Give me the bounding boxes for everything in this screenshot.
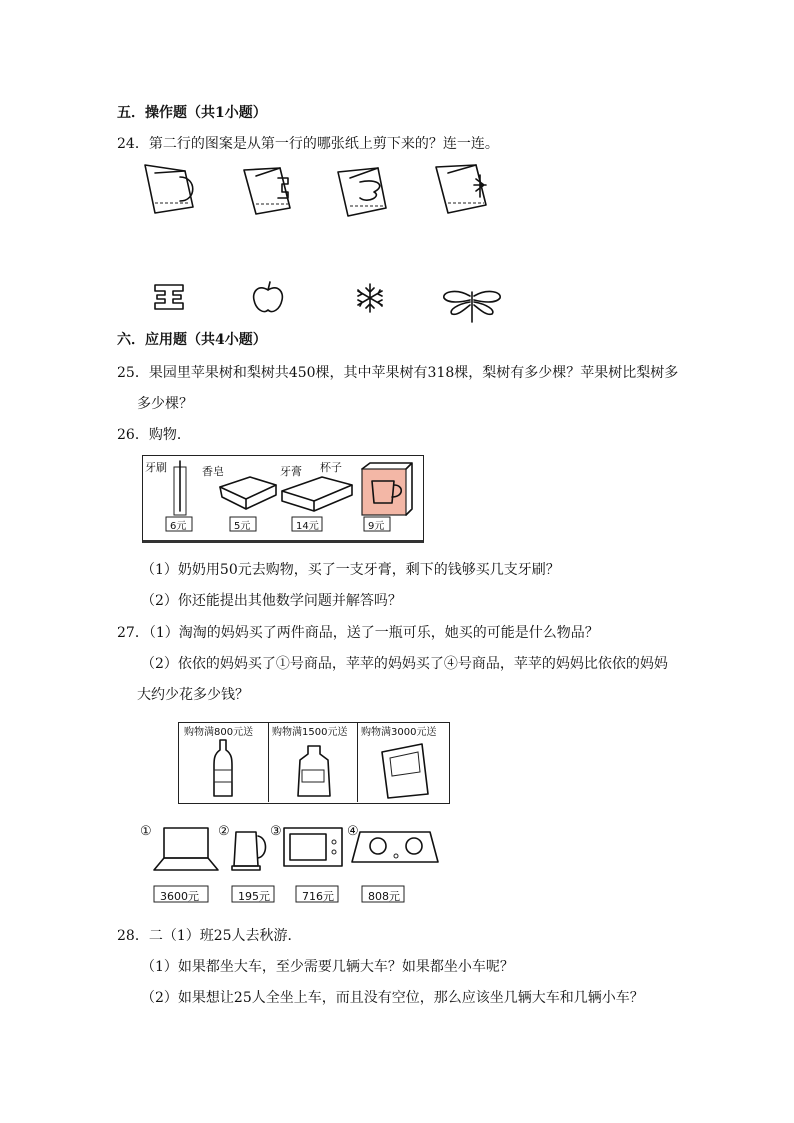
question-26: 26．购物． (117, 427, 191, 443)
kettle-icon (232, 832, 266, 870)
soap-icon (220, 477, 276, 509)
price-tag-soap: 5元 (234, 521, 251, 532)
cola-bottle-icon (214, 740, 232, 796)
cutout-apple (254, 282, 283, 312)
cup-box-icon (362, 463, 412, 515)
question-28: 28．二（1）班25人去秋游． (117, 928, 302, 944)
goods-number-4: ④ (347, 824, 359, 839)
folded-paper-2 (244, 168, 290, 214)
goods-number-3: ③ (270, 824, 282, 839)
folded-paper-1 (145, 165, 193, 213)
question-26-part-2: （2）你还能提出其他数学问题并解答吗？ (141, 593, 402, 609)
question-27-part-2-line-1: （2）依依的妈妈买了①号商品，苹苹的妈妈买了④号商品，苹苹的妈妈比依依的妈妈 (141, 656, 668, 672)
promo-label-3000: 购物满3000元送 (361, 727, 437, 738)
question-25-line-1: 25．果园里苹果树和梨树共450棵，其中苹果树有318棵，梨树有多少棵？苹果树比梨树多 (117, 365, 679, 381)
question-24: 24．第二行的图案是从第一行的哪张纸上剪下来的？连一连。 (117, 136, 499, 152)
section-6-heading: 六．应用题（共4小题） (117, 332, 267, 348)
toothbrush-icon (174, 461, 186, 515)
goods-price-1: 3600元 (160, 890, 199, 903)
question-28-part-1: （1）如果都坐大车，至少需要几辆大车？如果都坐小车呢？ (141, 959, 514, 975)
cutout-snowflake (358, 284, 382, 312)
toothpaste-icon (282, 477, 352, 511)
detergent-bottle-icon (298, 746, 330, 796)
goods-number-2: ② (218, 824, 230, 839)
price-tag-toothbrush: 6元 (170, 521, 187, 532)
price-tag-cup: 9元 (368, 521, 385, 532)
gas-stove-icon (352, 832, 438, 862)
goods-price-2: 195元 (238, 890, 270, 903)
shelf-goods-drawings (142, 455, 442, 545)
folded-paper-4 (436, 165, 486, 213)
cutout-dragonfly (444, 292, 500, 322)
microwave-icon (284, 828, 342, 866)
item-label-soap: 香皂 (202, 465, 224, 478)
question-27-part-1: 27．（1）淘淘的妈妈买了两件商品，送了一瓶可乐，她买的可能是什么物品？ (117, 625, 599, 641)
promo-label-800: 购物满800元送 (184, 727, 254, 738)
question-26-part-1: （1）奶奶用50元去购物，买了一支牙膏，剩下的钱够买几支牙刷？ (141, 562, 560, 578)
section-5-heading: 五．操作题（共1小题） (117, 105, 267, 121)
goods-price-3: 716元 (302, 890, 334, 903)
question-25-line-2: 多少棵？ (137, 396, 193, 412)
question-27-part-2-line-2: 大约少花多少钱？ (137, 687, 249, 703)
rice-bag-icon (382, 744, 428, 798)
promotion-gift-drawings (178, 722, 448, 802)
folded-paper-3 (338, 168, 386, 216)
promo-label-1500: 购物满1500元送 (272, 727, 348, 738)
cutout-shape-1 (155, 285, 183, 309)
goods-number-1: ① (140, 824, 152, 839)
goods-price-4: 808元 (368, 890, 400, 903)
price-tag-toothpaste: 14元 (296, 521, 319, 532)
laptop-icon (154, 828, 218, 870)
item-label-cup: 杯子 (320, 461, 342, 474)
question-28-part-2: （2）如果想让25人全坐上车，而且没有空位，那么应该坐几辆大车和几辆小车？ (141, 990, 644, 1006)
item-label-toothpaste: 牙膏 (280, 465, 302, 478)
item-label-toothbrush: 牙刷 (145, 461, 167, 474)
